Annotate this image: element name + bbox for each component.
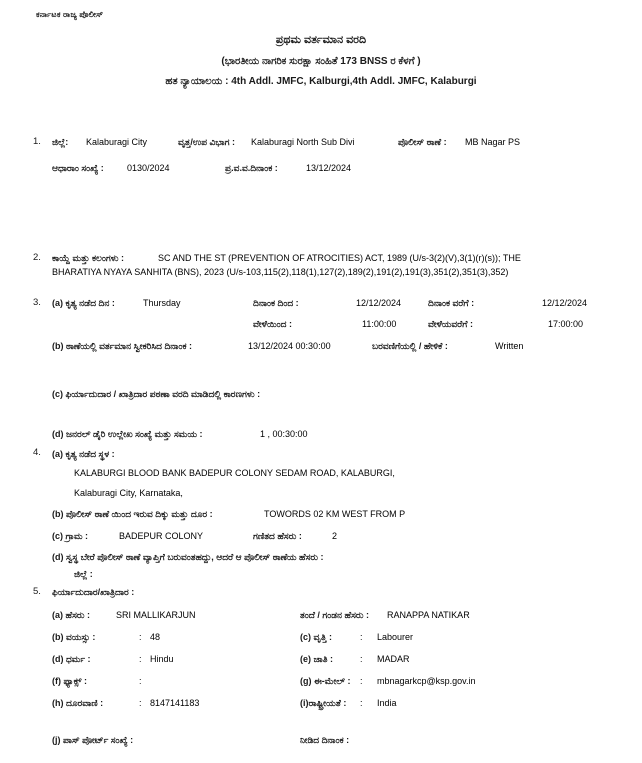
date-from-value: 12/12/2024 bbox=[356, 298, 402, 308]
age-sep: : bbox=[139, 632, 142, 642]
village-value: BADEPUR COLONY bbox=[119, 531, 204, 541]
date-from-label: ದಿನಾಂಕ ದಿಂದ : bbox=[253, 298, 299, 308]
document-title: ಪ್ರಥಮ ವರ್ತಮಾನ ವರದಿ bbox=[275, 34, 367, 46]
court-value: 4th Addl. JMFC, Kalburgi,4th Addl. JMFC, Kalaburgi bbox=[231, 76, 477, 87]
occupation-value: Labourer bbox=[377, 632, 414, 642]
caste-value: MADAR bbox=[377, 654, 410, 664]
acts-sections-line2: BHARATIYA NYAYA SANHITA (BNS), 2023 (U/s-103,115(2),118(1),127(2),189(2),191(2),191(3),351(2),351(3),352) bbox=[52, 267, 509, 277]
court-line bbox=[0, 76, 642, 87]
document-subtitle: (ಭಾರತೀಯ ನಾಗರಿಕ ಸುರಕ್ಷಾ ಸಂಹಿತೆ 173 BNSS ರ ಕೆಳಗೆ ) bbox=[221, 56, 421, 67]
report-received-value: 13/12/2024 00:30:00 bbox=[248, 341, 331, 351]
department-header: ಕರ್ನಾಟಕ ರಾಜ್ಯ ಪೊಲೀಸ್ bbox=[36, 10, 104, 19]
religion-label: (d) ಧರ್ಮ : bbox=[52, 654, 91, 664]
date-to-label: ದಿನಾಂಕ ವರೆಗೆ : bbox=[428, 298, 475, 308]
occupation-sep: : bbox=[360, 632, 363, 642]
division-value: Kalaburagi North Sub Divi bbox=[251, 137, 355, 147]
phone-label: (h) ದೂರವಾಣಿ : bbox=[52, 698, 104, 708]
section-1-number: 1. bbox=[33, 136, 41, 147]
email-label: (g) ಈ-ಮೇಲ್ : bbox=[300, 676, 351, 686]
caste-label: (e) ಜಾತಿ : bbox=[300, 654, 333, 664]
occurrence-day-label: (a) ಕೃತ್ಯ ನಡೆದ ದಿನ : bbox=[52, 298, 115, 308]
fax-label: (f) ಫ್ಯಾಕ್ಸ್ : bbox=[52, 676, 88, 686]
report-received-label: (b) ಠಾಣೆಯಲ್ಲಿ ವರ್ತಮಾನ ಸ್ವೀಕರಿಸಿದ ದಿನಾಂಕ : bbox=[52, 341, 192, 351]
district-value: Kalaburagi City bbox=[86, 137, 148, 147]
religion-value: Hindu bbox=[150, 654, 174, 664]
time-to-value: 17:00:00 bbox=[548, 319, 584, 329]
place-line1: KALABURGI BLOOD BANK BADEPUR COLONY SEDAM ROAD, KALABURGI, bbox=[74, 468, 395, 478]
fir-date-label: ಪ್ರ.ವ.ವ.ದಿನಾಂಕ : bbox=[225, 163, 278, 173]
time-to-label: ವೇಳೆಯವರೆಗೆ : bbox=[428, 319, 473, 329]
passport-number-label: (j) ಪಾಸ್ ಪೋರ್ಟ್ ಸಂಖ್ಯೆ : bbox=[52, 735, 134, 745]
section-4-number: 4. bbox=[33, 447, 41, 458]
district-label: ಜಿಲ್ಲೆ: bbox=[52, 137, 69, 147]
place-of-occurrence-label: (a) ಕೃತ್ಯ ನಡೆದ ಸ್ಥಳ : bbox=[52, 449, 115, 459]
phone-value: 8147141183 bbox=[150, 698, 200, 708]
place-line2: Kalaburagi City, Karnataka, bbox=[74, 488, 183, 498]
gd-reference-label: (d) ಜನರಲ್ ಡೈರಿ ಉಲ್ಲೇಖ ಸಂಖ್ಯೆ ಮತ್ತು ಸಮಯ : bbox=[52, 429, 203, 439]
acts-sections-line1: SC AND THE ST (PREVENTION OF ATROCITIES) ACT, 1989 (U/s-3(2)(V),3(1)(r)(s)); THE bbox=[158, 253, 521, 263]
occurrence-day-value: Thursday bbox=[143, 298, 181, 308]
complainant-name-value: SRI MALLIKARJUN bbox=[116, 610, 196, 620]
division-label: ವೃತ್ತ/ಉಪ ವಿಭಾಗ : bbox=[178, 137, 235, 147]
section-2-number: 2. bbox=[33, 252, 41, 263]
age-value: 48 bbox=[150, 632, 161, 642]
acts-sections-label: ಕಾಯ್ದೆ ಮತ್ತು ಕಲಂಗಳು : bbox=[52, 253, 124, 263]
distance-direction-label: (b) ಪೊಲೀಸ್ ಠಾಣೆ ಯಿಂದ ಇರುವ ದಿಕ್ಕು ಮತ್ತು ದೂರ : bbox=[52, 509, 213, 519]
village-label: (c) ಗ್ರಾಮ : bbox=[52, 531, 88, 541]
phone-sep: : bbox=[139, 698, 142, 708]
time-from-value: 11:00:00 bbox=[362, 319, 397, 329]
fir-date-value: 13/12/2024 bbox=[306, 163, 352, 173]
beat-value: 2 bbox=[332, 531, 338, 541]
age-label: (b) ವಯಸ್ಸು : bbox=[52, 632, 96, 642]
written-oral-value: Written bbox=[495, 341, 524, 351]
fir-number-value: 0130/2024 bbox=[127, 163, 170, 173]
nationality-value: India bbox=[377, 698, 397, 708]
time-from-label: ವೇಳೆಯಿಂದ : bbox=[253, 319, 292, 329]
email-value: mbnagarkcp@ksp.gov.in bbox=[377, 676, 476, 686]
father-husband-label: ತಂದೆ / ಗಂಡನ ಹೆಸರು : bbox=[300, 610, 370, 620]
fir-number-label: ಆಧಾರಾಂ ಸಂಖ್ಯೆ : bbox=[52, 163, 104, 173]
caste-sep: : bbox=[360, 654, 363, 664]
email-sep: : bbox=[360, 676, 363, 686]
section-3-number: 3. bbox=[33, 297, 41, 308]
date-to-value: 12/12/2024 bbox=[542, 298, 588, 308]
section-5-number: 5. bbox=[33, 586, 41, 597]
occupation-label: (c) ವೃತ್ತಿ : bbox=[300, 632, 332, 642]
other-ps-label: (d) ಸ್ವಸ್ಥ ಬೇರೆ ಪೊಲೀಸ್ ಠಾಣೆ ವ್ಯಾಪ್ತಿಗೆ ಬರುವಂತಹದ್ದು, ಆದರೆ ಆ ಪೊಲೀಸ್ ಠಾಣೆಯ ಹೆಸರು : bbox=[52, 552, 324, 562]
delay-reason-label: (c) ಫಿರ್ಯಾದುದಾರ / ಖಾತ್ರಿದಾರ ಪಠಣಾ ವರದಿ ಮಾಡಿದಲ್ಲಿ ಕಾರಣಗಳು : bbox=[52, 389, 261, 399]
father-husband-value: RANAPPA NATIKAR bbox=[387, 610, 470, 620]
beat-label: ಗಣಿತದ ಹೆಸರು : bbox=[253, 531, 302, 541]
other-district-label: ಜಿಲ್ಲೆ : bbox=[74, 569, 93, 579]
distance-direction-value: TOWORDS 02 KM WEST FROM P bbox=[264, 509, 406, 519]
court-label: ಹತ ನ್ಯಾಯಾಲಯ : bbox=[165, 76, 229, 87]
police-station-value: MB Nagar PS bbox=[465, 137, 521, 147]
complainant-name-label: (a) ಹೆಸರು : bbox=[52, 610, 90, 620]
document-title-block bbox=[0, 34, 642, 87]
police-station-label: ಪೊಲೀಸ್ ಠಾಣೆ : bbox=[398, 137, 447, 147]
nationality-label: (i)ರಾಷ್ಟ್ರೀಯತೆ : bbox=[300, 698, 347, 708]
written-oral-label: ಬರವಣಿಗೆಯಲ್ಲಿ / ಹೇಳಿಕೆ : bbox=[372, 341, 448, 351]
religion-sep: : bbox=[139, 654, 142, 664]
complainant-label: ಫಿರ್ಯಾದುದಾರ/ಖಾತ್ರಿದಾರ : bbox=[52, 587, 135, 597]
gd-reference-value: 1 , 00:30:00 bbox=[260, 429, 308, 439]
passport-issue-date-label: ನೀಡಿದ ದಿನಾಂಕ : bbox=[300, 735, 350, 745]
nationality-sep: : bbox=[360, 698, 363, 708]
fax-sep: : bbox=[139, 676, 142, 686]
